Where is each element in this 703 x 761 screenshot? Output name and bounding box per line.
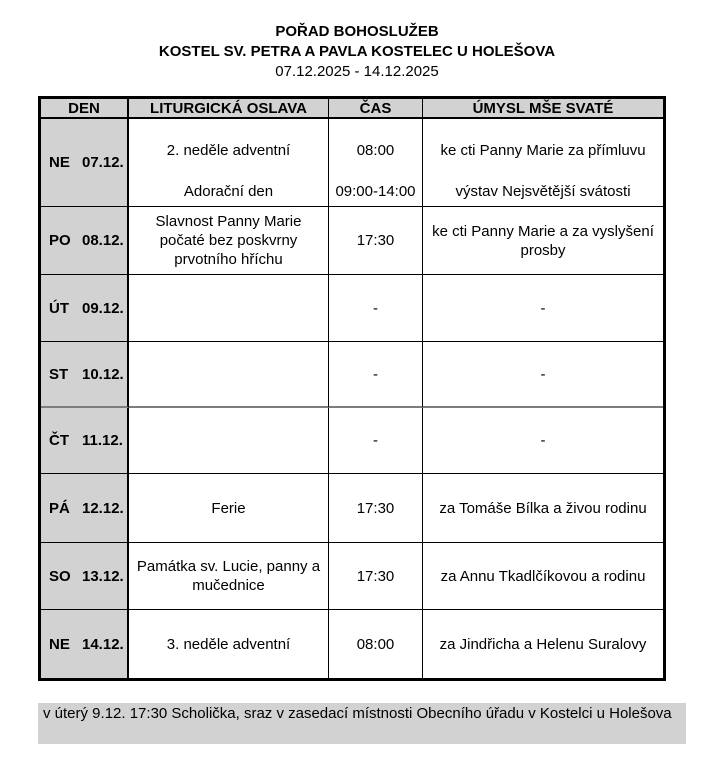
day-date: 13.12. [82, 567, 124, 585]
church-name: KOSTEL SV. PETRA A PAVLA KOSTELEC U HOLEŠOVA [158, 43, 556, 60]
column-header-liturgicka-oslava: LITURGICKÁ OSLAVA [129, 99, 329, 119]
liturgy-line-2: Adorační den [183, 183, 274, 200]
liturgy-cell [129, 119, 329, 207]
day-date: 09.12. [82, 299, 124, 317]
time-cell: - [329, 275, 423, 342]
day-cell [41, 275, 129, 342]
day-abbr: ST [49, 365, 69, 383]
day-date: 08.12. [82, 232, 124, 249]
liturgy-cell [129, 275, 329, 342]
column-header-umysl-mse-svate: ÚMYSL MŠE SVATÉ [423, 99, 663, 119]
title-block [12, 22, 702, 82]
time-cell: 17:30 [329, 543, 423, 610]
liturgy-cell: Památka sv. Lucie, panny a mučednice [129, 543, 329, 610]
table-row [41, 275, 663, 342]
day-cell [41, 474, 129, 543]
day-date: 14.12. [82, 635, 124, 653]
day-abbr: PO [49, 232, 71, 249]
day-abbr: NE [49, 154, 70, 171]
intention-line-2: výstav Nejsvětější svátosti [455, 183, 631, 200]
day-cell [41, 342, 129, 408]
time-line-2: 09:00-14:00 [335, 183, 416, 200]
intention-line-1: ke cti Panny Marie za přímluvu [440, 142, 646, 159]
time-cell: - [329, 408, 423, 474]
day-date: 11.12. [82, 432, 123, 449]
time-cell [329, 119, 423, 207]
liturgy-cell: Slavnost Panny Marie počaté bez poskvrny prvotního hříchu [129, 207, 329, 275]
table-header-row [41, 99, 663, 119]
schedule-table [38, 96, 666, 681]
intention-cell: ke cti Panny Marie a za vyslyšení prosby [423, 207, 663, 275]
table-row [41, 408, 663, 474]
time-cell: 17:30 [329, 207, 423, 275]
day-abbr: ČT [49, 432, 69, 449]
page-title: POŘAD BOHOSLUŽEB [275, 23, 439, 40]
liturgy-cell [129, 342, 329, 408]
intention-cell [423, 119, 663, 207]
date-range: 07.12.2025 - 14.12.2025 [275, 63, 439, 80]
footer-note: v úterý 9.12. 17:30 Scholička, sraz v zasedací místnosti Obecního úřadu v Kostelci u Holešova [38, 703, 686, 744]
day-date: 07.12. [82, 154, 124, 171]
time-line-1: 08:00 [356, 142, 395, 159]
intention-cell: za Tomáše Bílka a živou rodinu [423, 474, 663, 543]
table-row [41, 543, 663, 610]
day-cell [41, 408, 129, 474]
column-header-cas: ČAS [329, 99, 423, 119]
day-cell [41, 610, 129, 678]
table-row [41, 342, 663, 408]
day-date: 10.12. [82, 365, 124, 383]
intention-cell: - [423, 342, 663, 408]
time-cell: 17:30 [329, 474, 423, 543]
intention-cell: - [423, 275, 663, 342]
column-header-den: DEN [41, 99, 129, 119]
intention-cell: za Jindřicha a Helenu Suralovy [439, 635, 647, 653]
day-abbr: NE [49, 635, 70, 653]
time-cell: - [329, 342, 423, 408]
day-cell [41, 207, 129, 275]
day-cell [41, 543, 129, 610]
intention-cell: za Annu Tkadlčíkovou a rodinu [423, 543, 663, 610]
day-date: 12.12. [82, 499, 124, 517]
table-row [41, 207, 663, 275]
intention-cell: - [423, 408, 663, 474]
table-row [41, 119, 663, 207]
liturgy-cell [129, 408, 329, 474]
liturgy-cell: 3. neděle adventní [129, 610, 329, 678]
time-cell: 08:00 [329, 610, 423, 678]
day-cell [41, 119, 129, 207]
table-row [41, 610, 663, 678]
day-abbr: ÚT [49, 299, 69, 317]
day-abbr: PÁ [49, 499, 70, 517]
liturgy-cell: Ferie [129, 474, 329, 543]
liturgy-line-1: 2. neděle adventní [166, 142, 291, 159]
table-row [41, 474, 663, 543]
day-abbr: SO [49, 567, 71, 585]
